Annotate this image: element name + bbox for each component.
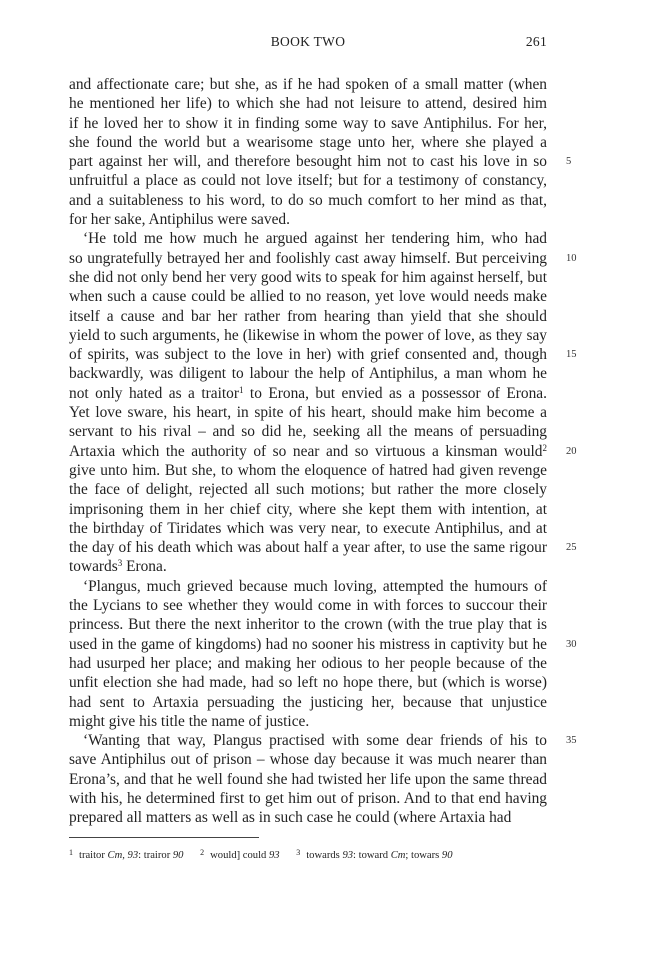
footnote-1: $^1$ traitor Cm, 93: trairor 90: [69, 848, 184, 861]
text-segment: the day of his death which was about half a year after, to use the same rigour: [69, 539, 547, 557]
text-line: [69, 557, 547, 576]
footnote-rule: [69, 837, 259, 838]
running-title: BOOK TWO: [270, 34, 346, 49]
line-number: 10: [566, 252, 577, 264]
text-segment: ‘Plangus, much grieved because much loving, attempted the humours of: [83, 577, 547, 595]
text-segment: and a suitableness to his word, to do so much comfort to her mind as that,: [69, 191, 547, 209]
text-segment: unfruitful a place as could not love itself; but for a testimony of constancy,: [69, 172, 547, 190]
text-line: [69, 326, 547, 345]
text-segment: ‘Wanting that way, Plangus practised with some dear friends of his to: [83, 732, 547, 750]
text-segment: Erona.: [122, 558, 167, 576]
text-line: [69, 500, 547, 519]
text-segment: not only hated as a traitor: [69, 384, 239, 402]
text-segment: servant to his rival – and so did he, seeking all the means of persuading: [69, 423, 547, 441]
text-line: [69, 171, 547, 190]
text-segment: of spirits, was subject to the love in her) with grief consented and, though: [69, 346, 547, 364]
text-segment: imprisoning them in her chief city, where she kept them with intention, at: [69, 500, 547, 518]
text-line: [69, 712, 547, 731]
text-line: [69, 538, 547, 557]
text-line: [69, 693, 547, 712]
footnote-reference: 2: [542, 442, 547, 453]
running-head: [69, 34, 547, 52]
text-segment: had sent to Artaxia persuading the justicing her, because that unjustice: [69, 693, 547, 711]
text-line: [69, 731, 547, 750]
text-segment: the face of delight, rejected all such motions; but rather the more closely: [69, 481, 547, 499]
text-segment: had usurped her place; and making her odious to her people because of the: [69, 654, 547, 672]
text-line: [69, 403, 547, 422]
text-line: [69, 789, 547, 808]
text-line: [69, 442, 547, 461]
text-segment: when such a cause could be allied to no reason, yet love would needs make: [69, 288, 547, 306]
footnotes: [69, 848, 547, 861]
text-line: [69, 229, 547, 248]
text-line: [69, 577, 547, 596]
text-line: [69, 422, 547, 441]
text-line: [69, 635, 547, 654]
text-line: [69, 384, 547, 403]
text-segment: used in the game of kingdoms) had no sooner his mistress in captivity but he: [69, 635, 547, 653]
text-segment: part against her will, and therefore besought him not to cast his love in so: [69, 153, 547, 171]
text-segment: Artaxia which the authority of so near and so virtuous a kinsman would: [69, 442, 543, 460]
text-segment: he mentioned her life) to which she had not leisure to attend, desired him: [69, 95, 547, 113]
text-segment: backwardly, was diligent to labour the help of Antiphilus, a man whom he: [69, 365, 547, 383]
text-segment: the birthday of Tiridates which was very near, to execute Antiphilus, and at: [69, 519, 547, 537]
text-line: [69, 114, 547, 133]
text-segment: she found the world but a wearisome stage unto her, where she played a: [69, 133, 547, 151]
text-segment: she did not only bend her very good wits to speak for him against herself, but: [69, 268, 547, 286]
text-segment: and affectionate care; but she, as if he had spoken of a small matter (when: [69, 76, 547, 93]
text-line: [69, 596, 547, 615]
text-segment: Yet love sware, his heart, in spite of his heart, should make him become a: [69, 404, 547, 422]
text-line: [69, 345, 547, 364]
text-segment: so ungratefully betrayed her and foolishly cast away himself. But perceiving: [69, 249, 547, 267]
text-line: [69, 654, 547, 673]
text-segment: to Erona, but envied as a possessor of Erona.: [243, 384, 547, 402]
text-line: [69, 152, 547, 171]
text-line: [69, 461, 547, 480]
text-line: [69, 808, 547, 827]
footnote-2: $^2$ would] could 93: [200, 848, 280, 861]
text-line: [69, 364, 547, 383]
text-segment: if he loved her to show it in finding some way to save Antiphilus. For her,: [69, 114, 547, 132]
line-number: 5: [566, 156, 572, 168]
text-line: [69, 191, 547, 210]
text-line: [69, 673, 547, 692]
text-segment: give unto him. But she, to whom the eloquence of hatred had given revenge: [69, 461, 547, 479]
footnote-3: $^3$ towards 93: toward Cm; towars 90: [296, 848, 453, 861]
text-segment: the Lycians to see whether they would come in with forces to succour their: [69, 597, 547, 615]
line-number: 30: [566, 638, 577, 650]
text-segment: for her sake, Antiphilus were saved.: [69, 211, 290, 229]
text-segment: yield to such arguments, he (likewise in whom the power of love, as they say: [69, 326, 547, 344]
footnote-reference: 1: [238, 384, 244, 395]
text-line: [69, 287, 547, 306]
text-line: [69, 75, 547, 94]
page-number: 261: [525, 34, 547, 49]
text-segment: unfit election she had made, had so left no hope there, but (which is worse): [69, 674, 547, 692]
text-line: [69, 480, 547, 499]
text-segment: Erona’s, and that he well found she had twisted her life upon the same thread: [69, 770, 547, 788]
text-segment: princess. But there the next inheritor to the crown (with the true play that is: [69, 616, 547, 634]
line-number: 35: [566, 735, 577, 747]
text-segment: might give his title the name of justice.: [69, 712, 310, 730]
line-number: 25: [566, 542, 577, 554]
text-line: [69, 133, 547, 152]
text-segment: save Antiphilus out of prison – whose day because it was much nearer than: [69, 751, 547, 769]
body-text: [69, 75, 547, 828]
text-line: [69, 307, 547, 326]
text-line: [69, 519, 547, 538]
text-line: [69, 210, 547, 229]
text-line: [69, 770, 547, 789]
line-number: 20: [566, 445, 577, 457]
footnote-reference: 3: [117, 558, 123, 569]
text-line: [69, 94, 547, 113]
text-segment: itself a cause and bar her rather from hearing than yield that she should: [69, 307, 547, 325]
text-line: [69, 268, 547, 287]
text-line: [69, 750, 547, 769]
text-segment: towards: [69, 558, 118, 576]
text-line: [69, 249, 547, 268]
text-segment: prepared all matters as well as in such case he could (where Artaxia had: [69, 809, 512, 827]
text-segment: ‘He told me how much he argued against her tendering him, who had: [83, 230, 547, 248]
text-segment: with his, he determined first to get him out of prison. And to that end having: [69, 789, 547, 807]
line-number: 15: [566, 349, 577, 361]
text-line: [69, 615, 547, 634]
